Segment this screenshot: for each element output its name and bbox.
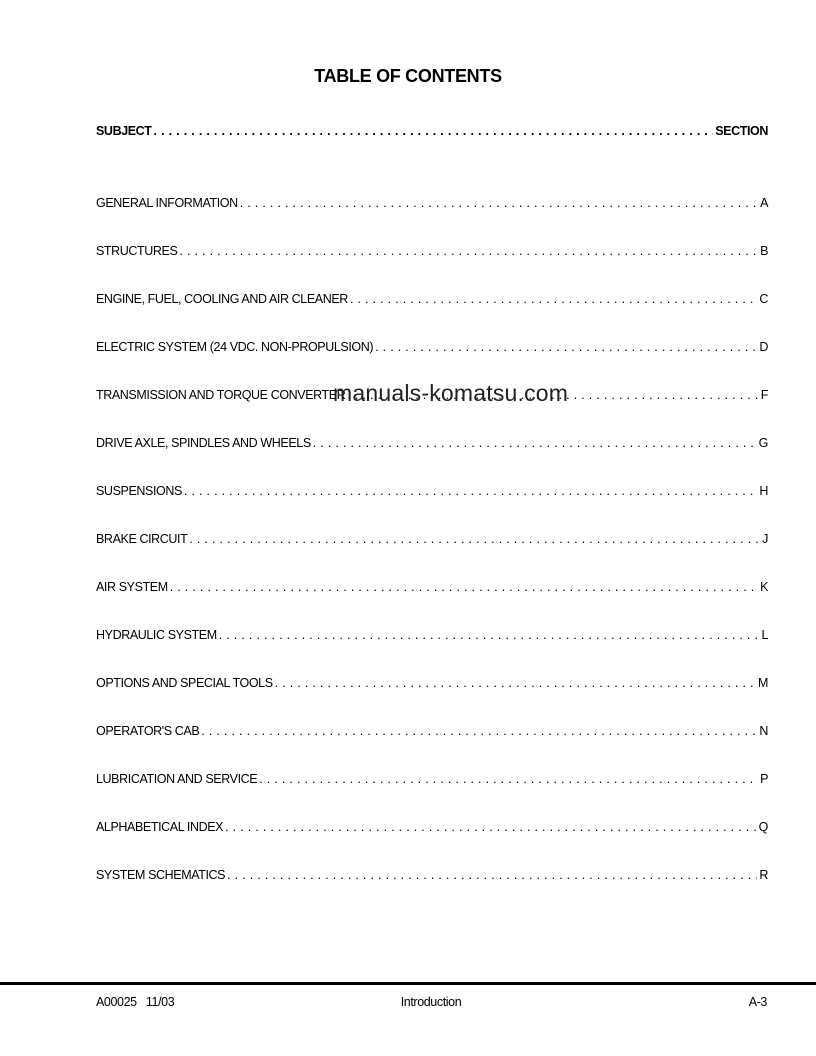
toc-header-row	[96, 123, 768, 139]
toc-entry-section: K	[760, 580, 768, 594]
toc-entry-subject: AIR SYSTEM	[96, 580, 168, 594]
footer-doc-id: A00025 11/03	[96, 995, 175, 1009]
dot-leader	[350, 291, 757, 307]
dot-leader	[219, 627, 758, 643]
toc-entry-section: L	[761, 628, 768, 642]
dot-leader	[201, 723, 757, 739]
toc-entry-subject: GENERAL INFORMATION	[96, 196, 238, 210]
watermark: manuals-komatsu.com	[333, 380, 569, 406]
toc-entry-subject: LUBRICATION AND SERVICE	[96, 772, 258, 786]
toc-entry-section: M	[757, 676, 768, 690]
toc-entry[interactable]	[96, 483, 768, 499]
toc-entry-section: P	[760, 772, 768, 786]
toc-entry-section: F	[760, 388, 768, 402]
toc-entry[interactable]	[96, 291, 768, 307]
dot-leader	[189, 531, 758, 547]
subject-column-header: SUBJECT	[96, 124, 152, 138]
toc-entry[interactable]	[96, 627, 768, 643]
toc-entry-subject: TRANSMISSION AND TORQUE CONVERTER	[96, 388, 346, 402]
dot-leader	[184, 483, 757, 499]
page-title: TABLE OF CONTENTS	[314, 66, 502, 86]
toc-entry[interactable]	[96, 435, 768, 451]
toc-entry-subject: ALPHABETICAL INDEX	[96, 820, 224, 834]
toc-entry[interactable]	[96, 243, 768, 259]
toc-entry-section: A	[760, 196, 768, 210]
dot-leader	[154, 123, 714, 139]
toc-entry[interactable]	[96, 723, 768, 739]
toc-entry-section: B	[760, 244, 768, 258]
footer-page-number: A-3	[748, 995, 767, 1009]
toc-entry[interactable]	[96, 867, 768, 883]
toc-entry-subject: ENGINE, FUEL, COOLING AND AIR CLEANER	[96, 292, 348, 306]
toc-entry-section: J	[762, 532, 768, 546]
dot-leader	[225, 819, 757, 835]
dot-leader	[313, 435, 757, 451]
toc-entry-subject: OPERATOR'S CAB	[96, 724, 200, 738]
toc-entry-subject: SUSPENSIONS	[96, 484, 182, 498]
toc-entry-section: G	[758, 436, 768, 450]
footer-chapter: Introduction	[400, 995, 462, 1009]
toc-entry-subject: OPTIONS AND SPECIAL TOOLS	[96, 676, 273, 690]
toc-entry-section: Q	[758, 820, 768, 834]
toc-entry-section: N	[759, 724, 768, 738]
dot-leader	[170, 579, 758, 595]
dot-leader	[259, 771, 758, 787]
toc-entry-subject: STRUCTURES	[96, 244, 178, 258]
toc-entry[interactable]	[96, 339, 768, 355]
toc-entry-subject: SYSTEM SCHEMATICS	[96, 868, 226, 882]
toc-entry-subject: DRIVE AXLE, SPINDLES AND WHEELS	[96, 436, 311, 450]
dot-leader	[227, 867, 757, 883]
toc-entry-subject: HYDRAULIC SYSTEM	[96, 628, 217, 642]
toc-entry-section: H	[759, 484, 768, 498]
dot-leader	[179, 243, 758, 259]
toc-entry[interactable]	[96, 675, 768, 691]
toc-entry[interactable]	[96, 771, 768, 787]
dot-leader	[375, 339, 757, 355]
toc-entry[interactable]	[96, 819, 768, 835]
toc-entry-section: R	[759, 868, 768, 882]
toc-entry[interactable]	[96, 579, 768, 595]
toc-entry-subject: BRAKE CIRCUIT	[96, 532, 188, 546]
toc-entry-section: C	[759, 292, 768, 306]
toc-entry[interactable]	[96, 195, 768, 211]
footer-rule	[0, 982, 816, 985]
section-column-header: SECTION	[715, 124, 768, 138]
toc-entry[interactable]	[96, 531, 768, 547]
toc-entry-subject: ELECTRIC SYSTEM (24 VDC. NON-PROPULSION)	[96, 340, 374, 354]
dot-leader	[275, 675, 756, 691]
toc-entry-section: D	[759, 340, 768, 354]
dot-leader	[240, 195, 758, 211]
